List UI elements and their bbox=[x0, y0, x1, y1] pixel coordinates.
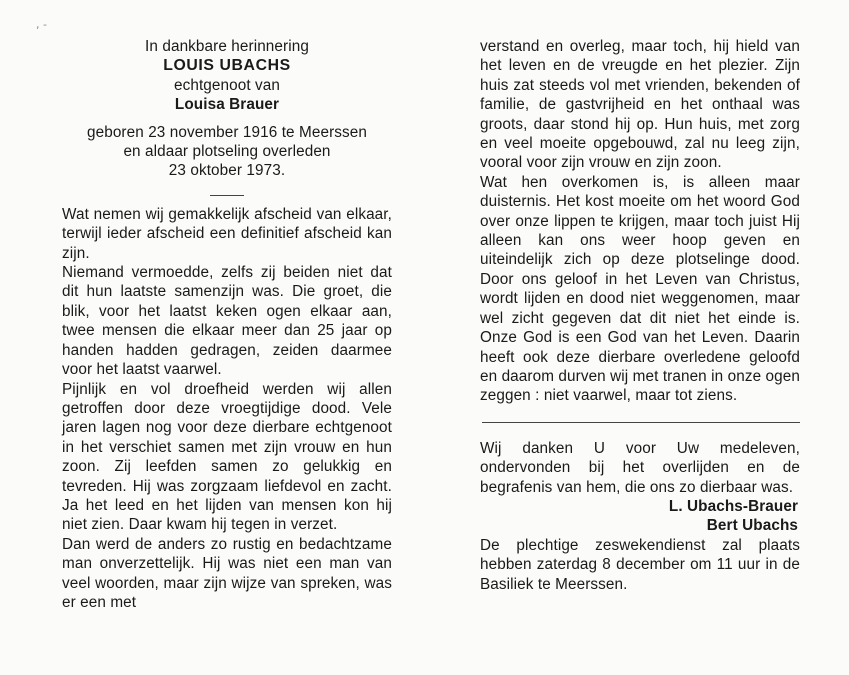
left-paragraph: Dan werd de anders zo rustig en bedachtzame man onverzettelijk. Hij was niet een man van veel woorden, maar zijn wijze van spreken, was er een met bbox=[62, 535, 392, 611]
divider-short bbox=[210, 195, 244, 196]
left-paragraph: Wat nemen wij gemakkelijk afscheid van elkaar, terwijl ieder afscheid een definitief afscheid kan zijn. bbox=[62, 205, 392, 262]
left-paragraph: Niemand vermoedde, zelfs zij beiden niet dat dit hun laatste samenzijn was. Die groet, die blik, voor het laatst keken ogen elkaar aan, twee mensen die elkaar meer dan 25 jaar op handen hadden gedragen, zeiden daarmee voor het laatst vaarwel. bbox=[62, 264, 392, 379]
left-column bbox=[62, 0, 392, 675]
corner-mark: ,​ - bbox=[36, 18, 47, 31]
spouse-name: Louisa Brauer bbox=[174, 96, 280, 114]
signature-2: Bert Ubachs bbox=[706, 517, 798, 535]
right-column bbox=[480, 0, 800, 675]
service-paragraph: De plechtige zeswekendienst zal plaats hebben zaterdag 8 december om 11 uur in de Basiliek te Meerssen. bbox=[480, 536, 800, 593]
divider-long bbox=[482, 422, 800, 423]
birth-line-2: en aldaar plotseling overleden bbox=[123, 143, 331, 161]
right-paragraph: Wat hen overkomen is, is alleen maar duisternis. Het kost moeite om het woord God over onze lippen te krijgen, maar toch juist Hij alleen kan ons weer hoop geven en uiteindelijk zich op deze plotselinge dood. Door ons geloof in het Leven van Christus, wordt lijden en dood niet weggenomen, maar wel zicht gegeven dat dit niet het einde is. Onze God is een God van het Leven. Daarin heeft ook deze dierbare overledene geloofd en daarom durven wij met tranen in onze ogen zeggen : niet vaarwel, maar tot ziens. bbox=[480, 173, 800, 405]
right-paragraph: verstand en overleg, maar toch, hij hield van het leven en de vreugde en het plezier. Zijn huis zat steeds vol met vrienden, bekenden of familie, de gastvrijheid en het onthaal was groots, daar stond hij op. Hun huis, met zorg en veel moeite opgebouwd, zal nu leeg zijn, vooral voor zijn vrouw en zijn zoon. bbox=[480, 38, 800, 172]
header-line1: In dankbare herinnering bbox=[145, 38, 309, 55]
thanks-paragraph: Wij danken U voor Uw medeleven, ondervonden bij het overlijden en de begrafenis van hem, die ons zo dierbaar was. bbox=[480, 439, 800, 496]
signature-1: L. Ubachs-Brauer bbox=[668, 497, 798, 515]
deceased-name: LOUIS UBACHS bbox=[163, 57, 291, 75]
header-relation: echtgenoot van bbox=[173, 76, 280, 94]
left-paragraph: Pijnlijk en vol droefheid werden wij allen getroffen door deze vroegtijdige dood. Vele jaren lagen nog voor deze dierbare echtgenoot in het verschiet samen met zijn vrouw en hun zoon. Zij leefden samen zo gelukkig en tevreden. Hij was zorgzaam liefdevol en zacht. Ja het leed en het lijden van mensen kon hij niet zien. Daar kwam hij tegen in verzet. bbox=[62, 380, 392, 534]
birth-line-1: geboren 23 november 1916 te Meerssen bbox=[87, 123, 367, 141]
birth-line-3: 23 oktober 1973. bbox=[168, 162, 286, 180]
